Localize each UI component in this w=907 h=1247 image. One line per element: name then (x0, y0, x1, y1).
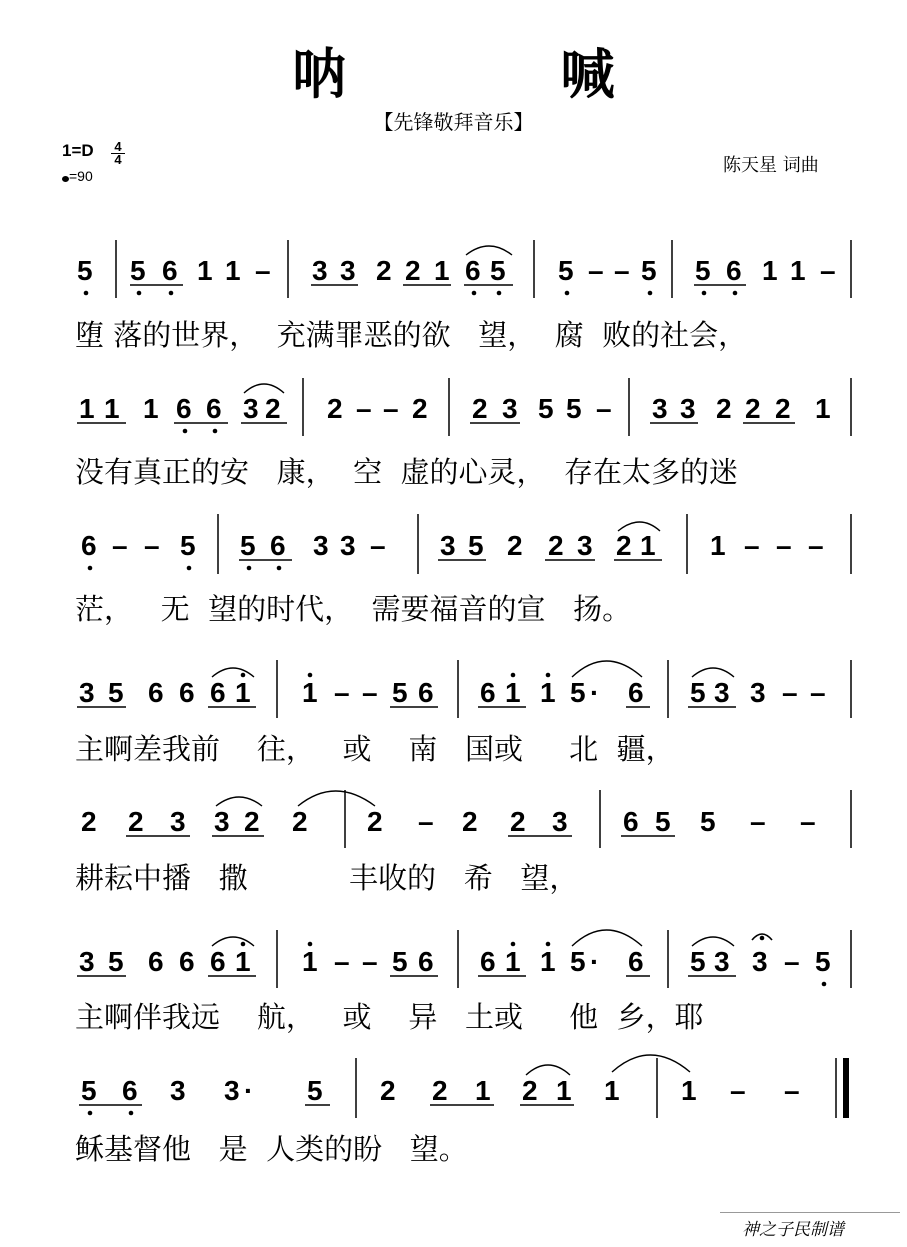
svg-text:2: 2 (367, 806, 383, 837)
svg-text:2: 2 (244, 806, 260, 837)
svg-text:1: 1 (104, 393, 120, 424)
svg-text:2: 2 (81, 806, 97, 837)
svg-text:2: 2 (128, 806, 144, 837)
svg-text:2: 2 (265, 393, 281, 424)
svg-text:2: 2 (412, 393, 428, 424)
svg-text:3: 3 (170, 806, 186, 837)
svg-text:–: – (144, 530, 160, 561)
svg-text:–: – (362, 677, 378, 708)
svg-text:5: 5 (108, 946, 124, 977)
svg-text:1: 1 (815, 393, 831, 424)
svg-text:3: 3 (502, 393, 518, 424)
svg-text:3: 3 (552, 806, 568, 837)
svg-text:2: 2 (510, 806, 526, 837)
svg-text:2: 2 (616, 530, 632, 561)
svg-text:6: 6 (418, 946, 434, 977)
svg-text:6: 6 (628, 946, 644, 977)
svg-text:1: 1 (505, 677, 521, 708)
tempo: =90 (62, 168, 93, 184)
svg-text:–: – (370, 530, 386, 561)
svg-text:2: 2 (775, 393, 791, 424)
svg-text:3: 3 (652, 393, 668, 424)
svg-text:6: 6 (418, 677, 434, 708)
svg-text:6: 6 (465, 255, 481, 286)
svg-text:5: 5 (240, 530, 256, 561)
svg-text:–: – (810, 677, 826, 708)
svg-text:1: 1 (681, 1075, 697, 1106)
svg-text:3: 3 (79, 677, 95, 708)
key-signature: 1=D (62, 141, 94, 160)
svg-text:1: 1 (604, 1075, 620, 1106)
svg-text:6: 6 (726, 255, 742, 286)
svg-text:2: 2 (405, 255, 421, 286)
svg-text:5: 5 (468, 530, 484, 561)
svg-text:2: 2 (292, 806, 308, 837)
svg-text:5: 5 (570, 946, 586, 977)
svg-text:–: – (334, 677, 350, 708)
score-line-1 (77, 240, 851, 298)
svg-text:5: 5 (392, 946, 408, 977)
svg-text:5: 5 (108, 677, 124, 708)
svg-text:1: 1 (640, 530, 656, 561)
lyric-line-5: 耕耘中播 撒 丰收的 希 望， (75, 861, 579, 895)
score-line-2 (77, 378, 851, 436)
svg-text:–: – (776, 530, 792, 561)
score-line-5 (81, 790, 851, 848)
svg-text:1: 1 (302, 677, 318, 708)
svg-text:2: 2 (522, 1075, 538, 1106)
svg-text:6: 6 (270, 530, 286, 561)
svg-text:5: 5 (81, 1075, 97, 1106)
lyric-line-3: 茫， 无 望的时代， 需要福音的宣 扬。 (75, 592, 632, 626)
svg-text:2: 2 (472, 393, 488, 424)
score-line-3 (81, 514, 851, 574)
svg-text:1: 1 (762, 255, 778, 286)
svg-text:2: 2 (376, 255, 392, 286)
svg-text:6: 6 (628, 677, 644, 708)
time-signature-bottom: 4 (114, 152, 122, 167)
svg-text:–: – (782, 677, 798, 708)
svg-text:3: 3 (243, 393, 259, 424)
svg-text:6: 6 (210, 677, 226, 708)
svg-text:–: – (356, 393, 372, 424)
lyric-line-4: 主啊差我前 往， 或 南 国或 北 疆， (75, 732, 675, 766)
svg-text:3: 3 (79, 946, 95, 977)
svg-text:3: 3 (224, 1075, 240, 1106)
svg-text:–: – (418, 806, 434, 837)
svg-text:6: 6 (206, 393, 222, 424)
svg-text:5: 5 (690, 946, 706, 977)
transcriber-credit: 神之子民制谱 (720, 1212, 900, 1241)
svg-text:3: 3 (340, 530, 356, 561)
svg-text:2: 2 (507, 530, 523, 561)
svg-text:5: 5 (570, 677, 586, 708)
svg-text:5: 5 (700, 806, 716, 837)
svg-text:2: 2 (745, 393, 761, 424)
svg-text:6: 6 (210, 946, 226, 977)
lyric-line-6: 主啊伴我远 航， 或 异 土或 他 乡，耶 (75, 1000, 704, 1034)
svg-text:2: 2 (380, 1075, 396, 1106)
svg-text:5: 5 (490, 255, 506, 286)
svg-text:1: 1 (475, 1075, 491, 1106)
svg-text:–: – (820, 255, 836, 286)
svg-text:2: 2 (432, 1075, 448, 1106)
svg-text:2: 2 (548, 530, 564, 561)
svg-text:1: 1 (556, 1075, 572, 1106)
svg-text:·: · (590, 677, 600, 708)
svg-text:–: – (784, 946, 800, 977)
svg-text:3: 3 (340, 255, 356, 286)
svg-text:3: 3 (313, 530, 329, 561)
subtitle: 【先锋敬拜音乐】 (373, 110, 534, 134)
score-line-7 (79, 1055, 849, 1118)
svg-text:–: – (730, 1075, 746, 1106)
lyric-line-7: 稣基督他 是 人类的盼 望。 (75, 1132, 468, 1166)
svg-text:3: 3 (714, 677, 730, 708)
svg-text:–: – (596, 393, 612, 424)
score-line-4 (77, 660, 851, 718)
svg-text:6: 6 (81, 530, 97, 561)
svg-text:1: 1 (790, 255, 806, 286)
svg-text:–: – (784, 1075, 800, 1106)
svg-text:6: 6 (623, 806, 639, 837)
svg-text:5: 5 (130, 255, 146, 286)
lyric-line-1: 堕 落的世界， 充满罪恶的欲 望， 腐 败的社会， (75, 318, 748, 352)
composer: 陈天星 词曲 (723, 155, 819, 176)
svg-text:–: – (362, 946, 378, 977)
svg-text:5: 5 (392, 677, 408, 708)
svg-text:1: 1 (540, 677, 556, 708)
svg-text:–: – (750, 806, 766, 837)
svg-text:1: 1 (505, 946, 521, 977)
page-title: 呐 喊 (292, 43, 695, 106)
svg-text:–: – (744, 530, 760, 561)
svg-text:1: 1 (302, 946, 318, 977)
svg-text:5: 5 (695, 255, 711, 286)
svg-text:1: 1 (235, 946, 251, 977)
svg-text:3: 3 (680, 393, 696, 424)
svg-text:6: 6 (179, 677, 195, 708)
svg-text:·: · (590, 946, 600, 977)
svg-text:5: 5 (307, 1075, 323, 1106)
svg-text:3: 3 (214, 806, 230, 837)
svg-text:5: 5 (538, 393, 554, 424)
svg-text:3: 3 (752, 946, 768, 977)
svg-text:–: – (383, 393, 399, 424)
svg-text:1: 1 (434, 255, 450, 286)
svg-text:3: 3 (170, 1075, 186, 1106)
svg-text:1: 1 (710, 530, 726, 561)
svg-text:3: 3 (312, 255, 328, 286)
svg-text:–: – (112, 530, 128, 561)
svg-text:6: 6 (122, 1075, 138, 1106)
svg-text:5: 5 (558, 255, 574, 286)
time-signature-top: 4 (114, 139, 122, 154)
svg-text:2: 2 (462, 806, 478, 837)
svg-text:5: 5 (815, 946, 831, 977)
svg-text:3: 3 (440, 530, 456, 561)
svg-text:–: – (808, 530, 824, 561)
svg-text:–: – (800, 806, 816, 837)
svg-text:–: – (588, 255, 604, 286)
svg-text:6: 6 (480, 677, 496, 708)
svg-text:2: 2 (716, 393, 732, 424)
score-line-6 (77, 930, 851, 988)
svg-text:1: 1 (79, 393, 95, 424)
svg-text:1: 1 (197, 255, 213, 286)
svg-text:6: 6 (480, 946, 496, 977)
svg-text:5: 5 (180, 530, 196, 561)
svg-text:3: 3 (714, 946, 730, 977)
svg-text:2: 2 (327, 393, 343, 424)
svg-text:5: 5 (655, 806, 671, 837)
svg-text:6: 6 (148, 946, 164, 977)
svg-text:5: 5 (77, 255, 93, 286)
svg-text:–: – (334, 946, 350, 977)
svg-text:3: 3 (750, 677, 766, 708)
svg-text:5: 5 (641, 255, 657, 286)
svg-text:5: 5 (690, 677, 706, 708)
svg-text:·: · (244, 1075, 254, 1106)
svg-text:6: 6 (179, 946, 195, 977)
svg-text:6: 6 (148, 677, 164, 708)
svg-text:1: 1 (225, 255, 241, 286)
svg-text:–: – (255, 255, 271, 286)
svg-text:6: 6 (162, 255, 178, 286)
svg-text:6: 6 (176, 393, 192, 424)
svg-text:1: 1 (235, 677, 251, 708)
svg-text:1: 1 (143, 393, 159, 424)
svg-text:3: 3 (577, 530, 593, 561)
svg-text:5: 5 (566, 393, 582, 424)
svg-text:–: – (614, 255, 630, 286)
lyric-line-2: 没有真正的安 康， 空 虚的心灵， 存在太多的迷 (75, 455, 738, 489)
svg-text:1: 1 (540, 946, 556, 977)
